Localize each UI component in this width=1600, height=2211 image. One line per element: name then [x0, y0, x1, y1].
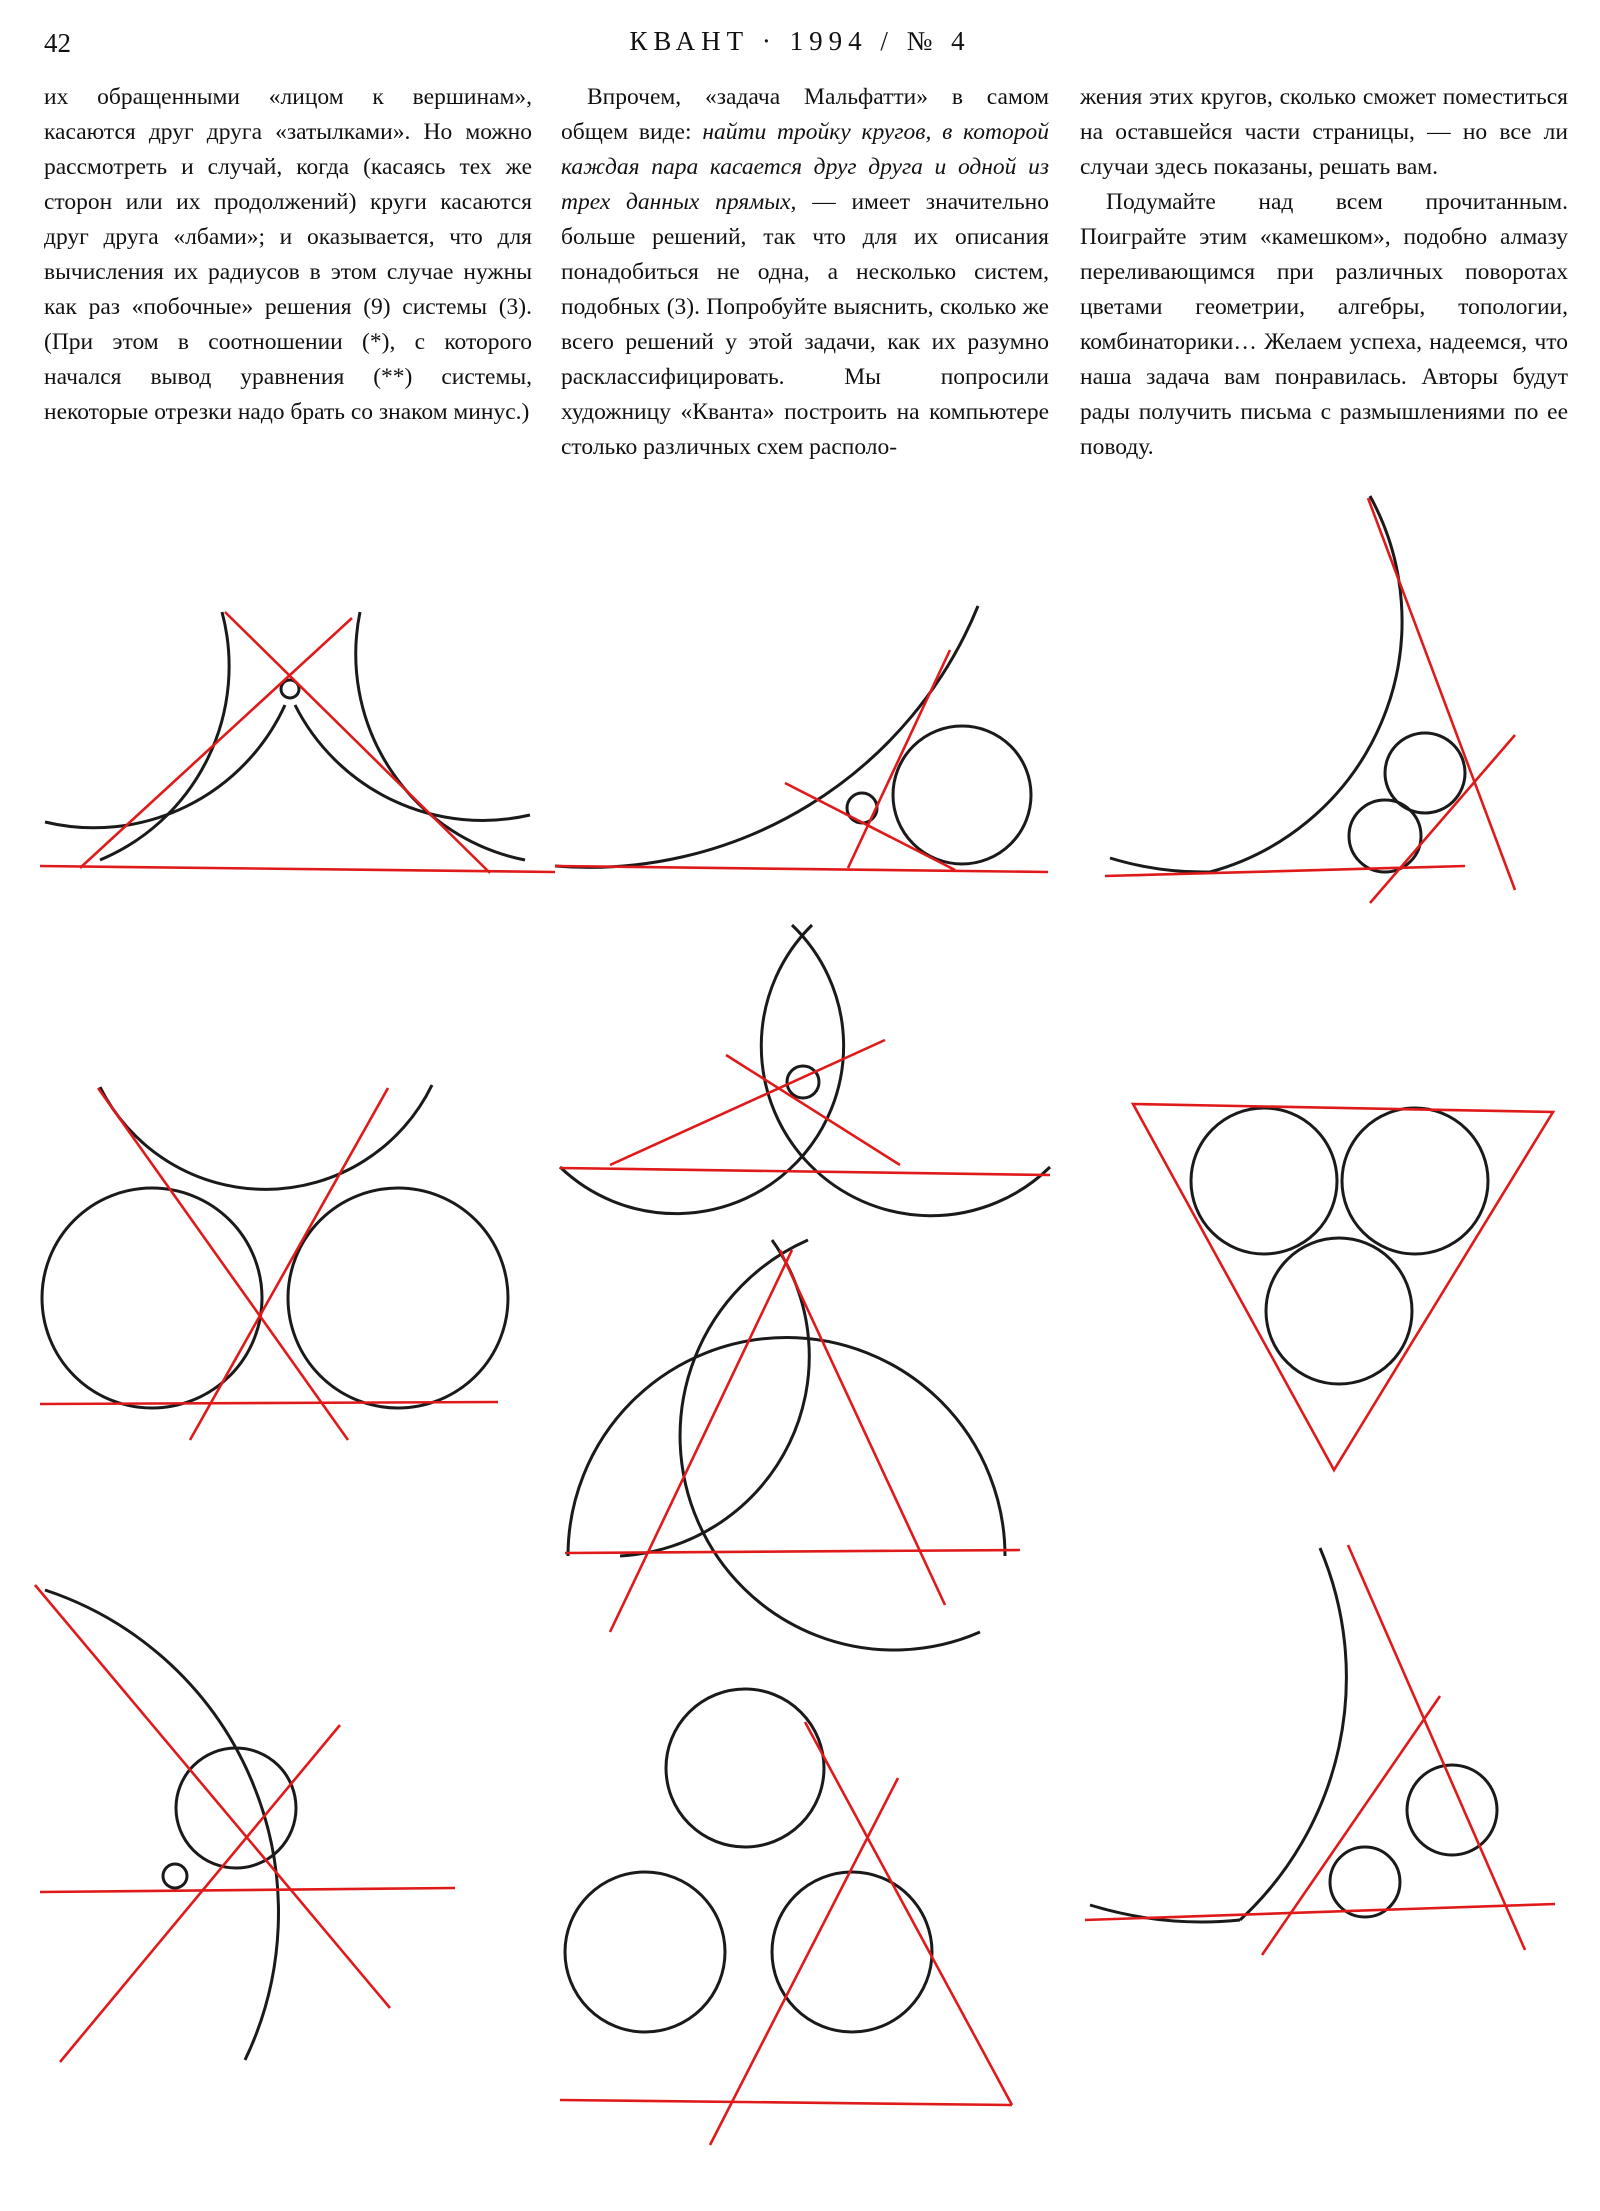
- figure-2: [555, 606, 1048, 872]
- figure-8: [35, 1585, 455, 2062]
- figure-9: [560, 1689, 1012, 2145]
- figure-10: [1085, 1545, 1555, 1955]
- text-span: Впрочем, «задача Мальфатти» в самом общем виде:: [561, 84, 1049, 145]
- italic-problem-statement: найти тройку кругов, в которой каждая пара касается друг друга и одной из трех данных прямых,: [561, 119, 1049, 215]
- paragraph: Подумайте над всем прочитанным. Поиграйте этим «камешком», подобно алмазу переливающимся при различных поворотах цветами геометрии, алгебры, топологии, комбинаторики… Желаем успеха, надеемся, что наша задача вам понравилась. Авторы будут рады получить письма с размышлениями по ее поводу.: [1080, 189, 1568, 460]
- figure-5: [560, 925, 1050, 1216]
- running-head: КВАНТ · 1994 / № 4: [629, 26, 971, 56]
- figure-1: [40, 612, 555, 873]
- figure-4: [40, 1085, 508, 1440]
- page-number: 42: [44, 28, 71, 58]
- text-span: — имеет значительно больше решений, так что для их описания понадобиться не одна, а несколько систем, подобных (3). Попробуйте выяснить, сколько же всего решений у этой задачи, как их разумно расклассифицировать. Мы попросили художницу «Кванта» построить на компьютере столько различных схем располо-: [561, 189, 1050, 460]
- paragraph: их обращенными «лицом к вершинам», касаются друг друга «затылками». Но можно рассмотреть и случай, когда (касаясь тех же сторон или их продолжений) круги касаются друг друга «лбами»; и оказывается, что для вычисления их радиусов в этом случае нужны как раз «побочные» решения (9) системы (3). (При этом в соотношении (*), с которого начался вывод уравнения (**) системы, некоторые отрезки надо брать со знаком минус.): [44, 84, 532, 425]
- paragraph: жения этих кругов, сколько сможет поместиться на оставшейся части страницы, — но все ли случаи здесь показаны, решать вам.: [1080, 84, 1568, 180]
- figure-3: [1105, 496, 1515, 903]
- figure-6: [565, 1240, 1020, 1650]
- figure-7: [1133, 1104, 1553, 1470]
